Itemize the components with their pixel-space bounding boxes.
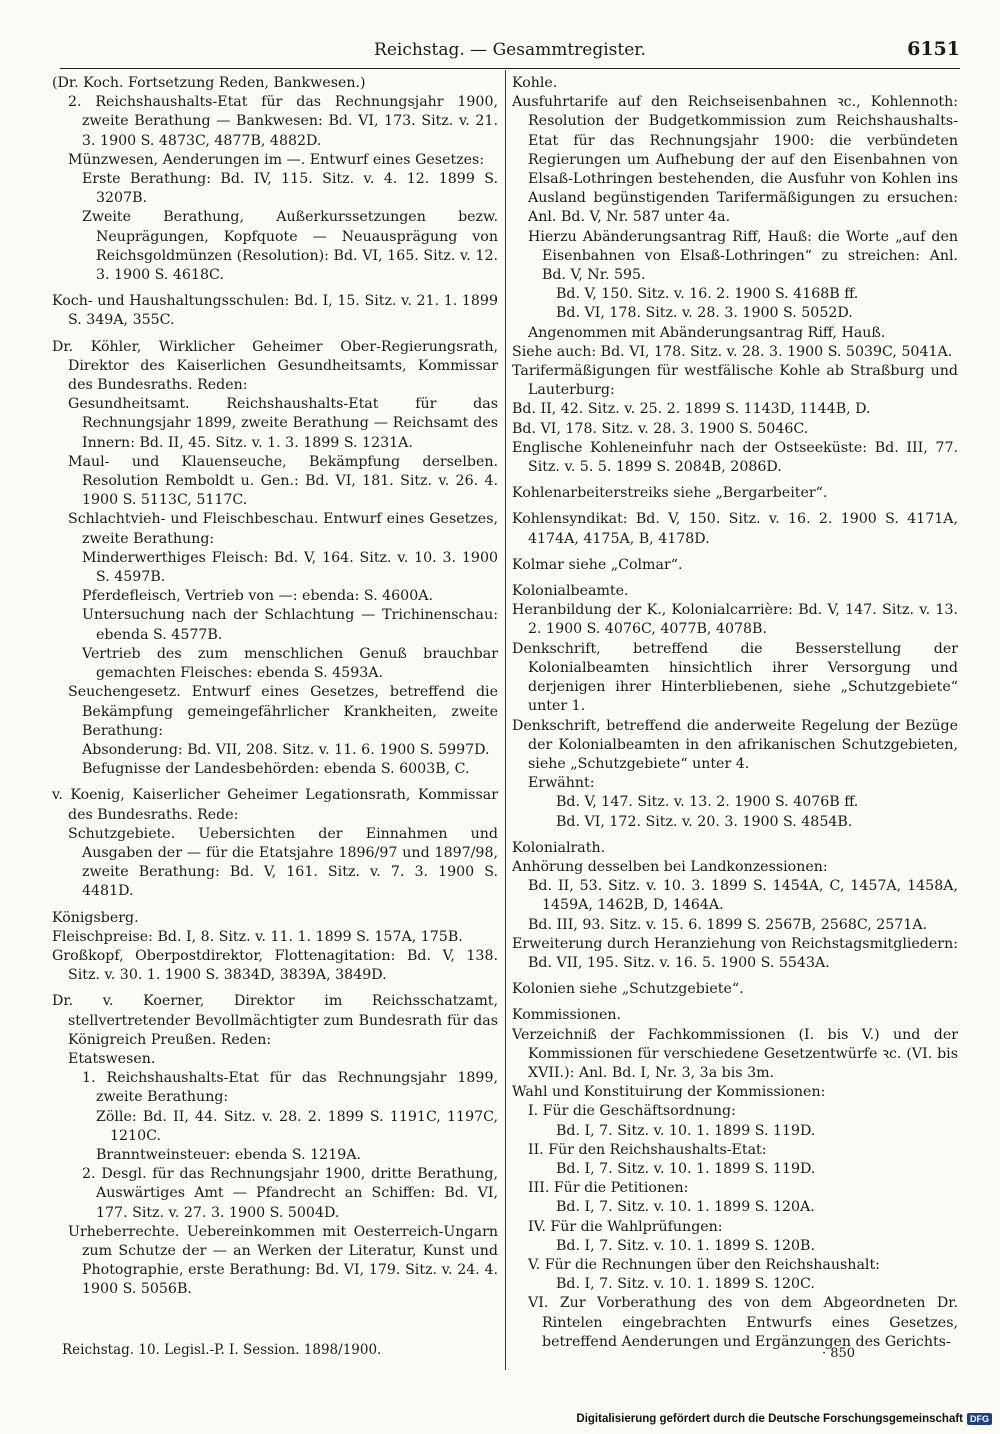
index-entry: Branntweinsteuer: ebenda S. 1219A.: [96, 1146, 361, 1163]
index-entry: Angenommen mit Abänderungsantrag Riff, Hauß.: [528, 324, 886, 341]
index-entry: I. Für die Geschäftsordnung:: [528, 1103, 736, 1120]
index-entry: Untersuchung nach der Schlachtung — Trichinenschau: ebenda S. 4577B.: [82, 607, 498, 643]
signature-marker: · 850: [822, 1346, 856, 1361]
index-entry: Seuchengesetz. Entwurf eines Gesetzes, betreffend die Bekämpfung gemeingefährlicher Krankheiten, zweite Berathung:: [68, 684, 498, 739]
index-entry: Befugnisse der Landesbehörden: ebenda S. 6003B, C.: [82, 761, 470, 778]
index-entry: Minderwerthiges Fleisch: Bd. V, 164. Sitz. v. 10. 3. 1900 S. 4597B.: [82, 549, 498, 586]
index-entry: Schutzgebiete. Uebersichten der Einnahmen und Ausgaben der — für die Etatsjahre 1896/97 und 1897/98, zweite Berathung: Bd. V, 161. Sitz. v. 7. 3. 1900 S. 4481D.: [68, 825, 498, 900]
page-footer: Reichstag. 10. Legisl.-P. I. Session. 1898/1900.: [62, 1342, 382, 1358]
index-entry: Erste Berathung: Bd. IV, 115. Sitz. v. 4. 12. 1899 S. 3207B.: [82, 171, 498, 207]
index-entry: Maul- und Klauenseuche, Bekämpfung derselben. Resolution Remboldt u. Gen.: Bd. VI, 181. Sitz. v. 26. 4. 1900 S. 5113C, 5117C.: [68, 453, 498, 509]
index-entry: Erweiterung durch Heranziehung von Reichstagsmitgliedern: Bd. VII, 195. Sitz. v. 16. 5. 1900 S. 5543A.: [512, 935, 958, 971]
right-column: [512, 74, 958, 1352]
index-entry: III. Für die Petitionen:: [528, 1180, 689, 1197]
index-entry: Erwähnt:: [528, 775, 595, 792]
index-entry: VI. Zur Vorberathung des von dem Abgeordneten Dr. Rintelen eingebrachten Entwurfs eines Gesetzes, betreffend Aenderungen und Ergänzungen des Gerichts-: [528, 1295, 958, 1350]
index-entry: Denkschrift, betreffend die anderweite Regelung der Bezüge der Kolonialbeamten in den afrikanischen Schutzgebieten, siehe „Schutzgebiete“ unter 4.: [512, 717, 958, 772]
index-entry: II. Für den Reichshaushalts-Etat:: [528, 1141, 767, 1158]
index-entry: Heranbildung der K., Kolonialcarrière: Bd. V, 147. Sitz. v. 13. 2. 1900 S. 4076C, 4077B, 4078B.: [512, 602, 958, 638]
index-entry: Bd. I, 7. Sitz. v. 10. 1. 1899 S. 119D.: [556, 1160, 816, 1177]
index-entry: Denkschrift, betreffend die Besserstellung der Kolonialbeamten hinsichtlich ihrer Versorgung und derjenigen ihrer Hinterbliebenen, siehe „Schutzgebiete“ unter 1.: [512, 640, 958, 715]
index-entry: Kolonialbeamte.: [512, 583, 629, 600]
index-entry: (Dr. Koch. Fortsetzung Reden, Bankwesen.): [52, 75, 366, 91]
index-entry: Schlachtvieh- und Fleischbeschau. Entwurf eines Gesetzes, zweite Berathung:: [68, 511, 498, 547]
index-entry: Bd. VI, 178. Sitz. v. 28. 3. 1900 S. 5052D.: [556, 305, 853, 322]
index-entry: Siehe auch: Bd. VI, 178. Sitz. v. 28. 3. 1900 S. 5039C, 5041A.: [512, 343, 953, 360]
page-number: 6151: [907, 38, 960, 60]
index-entry: Kohle.: [512, 75, 558, 91]
index-entry: Bd. VI, 178. Sitz. v. 28. 3. 1900 S. 5046C.: [512, 420, 809, 437]
index-entry: Königsberg.: [52, 909, 139, 926]
index-entry: Bd. I, 7. Sitz. v. 10. 1. 1899 S. 120C.: [556, 1276, 815, 1293]
index-entry: Dr. Köhler, Wirklicher Geheimer Ober-Regierungsrath, Direktor des Kaiserlichen Gesundheitsamts, Kommissar des Bundesraths. Reden:: [52, 338, 498, 394]
index-entry: 2. Desgl. für das Rechnungsjahr 1900, dritte Berathung, Auswärtiges Amt — Pfandrecht an Schiffen: Bd. VI, 177. Sitz. v. 27. 3. 1900 S. 5004D.: [82, 1166, 498, 1221]
index-entry: v. Koenig, Kaiserlicher Geheimer Legationsrath, Kommissar des Bundesraths. Rede:: [52, 787, 498, 823]
dfg-logo-icon: DFG: [967, 1413, 992, 1425]
index-entry: Englische Kohleneinfuhr nach der Ostseeküste: Bd. III, 77. Sitz. v. 5. 5. 1899 S. 2084B, 2086D.: [512, 439, 958, 476]
index-entry: Absonderung: Bd. VII, 208. Sitz. v. 11. 6. 1900 S. 5997D.: [82, 741, 490, 758]
index-entry: Bd. V, 147. Sitz. v. 13. 2. 1900 S. 4076B ff.: [556, 794, 859, 811]
index-entry: Verzeichniß der Fachkommissionen (I. bis V.) und der Kommissionen für verschiedene Gesetzentwürfe ꝛc. (VI. bis XVII.): Anl. Bd. I, Nr. 3, 3a bis 3m.: [512, 1026, 958, 1081]
index-entry: Etatswesen.: [68, 1050, 156, 1067]
index-entry: Münzwesen, Aenderungen im —. Entwurf eines Gesetzes:: [68, 151, 485, 168]
index-entry: Großkopf, Oberpostdirektor, Flottenagitation: Bd. V, 138. Sitz. v. 30. 1. 1900 S. 3834D, 3839A, 3849D.: [52, 947, 498, 984]
page-header: [60, 36, 960, 64]
index-entry: Bd. III, 93. Sitz. v. 15. 6. 1899 S. 2567B, 2568C, 2571A.: [528, 916, 928, 933]
index-entry: Fleischpreise: Bd. I, 8. Sitz. v. 11. 1. 1899 S. 157A, 175B.: [52, 928, 463, 945]
index-entry: Kohlenarbeiterstreiks siehe „Bergarbeiter“.: [512, 485, 828, 502]
index-entry: Hierzu Abänderungsantrag Riff, Hauß: die Worte „auf den Eisenbahnen von Elsaß-Lothringen“ zu streichen: Anl. Bd. V, Nr. 595.: [528, 228, 958, 284]
index-entry: Ausfuhrtarife auf den Reichseisenbahnen ꝛc., Kohlennoth: Resolution der Budgetkommission zum Reichshaushalts-Etat für das Rechnungsjahr 1900: die verbündeten Regierungen um Aufhebung der auf den Eisenbahnen von Elsaß-Lothringen bestehenden, die Ausfuhr von Kohlen ins Ausland begünstigenden Tarifermäßigungen zu ersuchen: Anl. Bd. V, Nr. 587 unter 4a.: [512, 94, 958, 226]
index-entry: 2. Reichshaushalts-Etat für das Rechnungsjahr 1900, zweite Berathung — Bankwesen: Bd. VI, 173. Sitz. v. 21. 3. 1900 S. 4873C, 4877B, 4882D.: [68, 94, 498, 149]
index-entry: IV. Für die Wahlprüfungen:: [528, 1218, 723, 1235]
index-entry: Bd. I, 7. Sitz. v. 10. 1. 1899 S. 119D.: [556, 1122, 816, 1139]
index-entry: Tarifermäßigungen für westfälische Kohle ab Straßburg und Lauterburg:: [512, 363, 958, 399]
index-entry: Vertrieb des zum menschlichen Genuß brauchbar gemachten Fleisches: ebenda S. 4593A.: [82, 645, 498, 682]
index-entry: 1. Reichshaushalts-Etat für das Rechnungsjahr 1899, zweite Berathung:: [82, 1070, 498, 1106]
column-divider: [505, 70, 506, 1370]
header-rule: [60, 68, 960, 69]
index-entry: Bd. II, 53. Sitz. v. 10. 3. 1899 S. 1454A, C, 1457A, 1458A, 1459A, 1462B, D, 1464A.: [528, 878, 958, 914]
left-column: [52, 74, 498, 1300]
index-entry: Urheberrechte. Uebereinkommen mit Oesterreich-Ungarn zum Schutze der — an Werken der Literatur, Kunst und Photographie, erste Berathung: Bd. VI, 179. Sitz. v. 24. 4. 1900 S. 5056B.: [68, 1223, 498, 1298]
dfg-credit: [576, 1413, 992, 1425]
index-entry: Anhörung desselben bei Landkonzessionen:: [512, 858, 828, 875]
index-entry: Bd. I, 7. Sitz. v. 10. 1. 1899 S. 120A.: [556, 1199, 815, 1216]
index-entry: Kolonialrath.: [512, 839, 606, 856]
index-entry: Kommissionen.: [512, 1007, 622, 1024]
index-entry: Dr. v. Koerner, Direktor im Reichsschatzamt, stellvertretender Bevollmächtigter zum Bundesrath für das Königreich Preußen. Reden:: [52, 993, 498, 1048]
index-entry: Bd. VI, 172. Sitz. v. 20. 3. 1900 S. 4854B.: [556, 813, 853, 830]
index-entry: Kohlensyndikat: Bd. V, 150. Sitz. v. 16. 2. 1900 S. 4171A, 4174A, 4175A, B, 4178D.: [512, 511, 958, 547]
index-entry: Koch- und Haushaltungsschulen: Bd. I, 15. Sitz. v. 21. 1. 1899 S. 349A, 355C.: [52, 293, 498, 329]
index-entry: Bd. II, 42. Sitz. v. 25. 2. 1899 S. 1143D, 1144B, D.: [512, 401, 871, 418]
credit-text: Digitalisierung gefördert durch die Deutsche Forschungsgemeinschaft: [576, 1413, 963, 1425]
index-entry: Zölle: Bd. II, 44. Sitz. v. 28. 2. 1899 S. 1191C, 1197C, 1210C.: [96, 1108, 498, 1144]
index-entry: Bd. I, 7. Sitz. v. 10. 1. 1899 S. 120B.: [556, 1237, 815, 1254]
index-entry: Gesundheitsamt. Reichshaushalts-Etat für das Rechnungsjahr 1899, zweite Berathung — Reichsamt des Innern: Bd. II, 45. Sitz. v. 1. 3. 1899 S. 1231A.: [68, 396, 498, 451]
index-entry: Kolonien siehe „Schutzgebiete“.: [512, 981, 744, 998]
index-entry: Kolmar siehe „Colmar“.: [512, 556, 683, 573]
index-entry: Bd. V, 150. Sitz. v. 16. 2. 1900 S. 4168B ff.: [556, 286, 859, 303]
index-entry: Zweite Berathung, Außerkurssetzungen bezw. Neuprägungen, Kopfquote — Neuausprägung von Reichsgoldmünzen (Resolution): Bd. VI, 165. Sitz. v. 12. 3. 1900 S. 4618C.: [82, 209, 498, 284]
index-entry: V. Für die Rechnungen über den Reichshaushalt:: [528, 1256, 880, 1273]
index-entry: Wahl und Konstituirung der Kommissionen:: [512, 1084, 826, 1101]
index-entry: Pferdefleisch, Vertrieb von —: ebenda: S. 4600A.: [82, 588, 433, 605]
page-title: Reichstag. — Gesammtregister.: [374, 40, 646, 60]
